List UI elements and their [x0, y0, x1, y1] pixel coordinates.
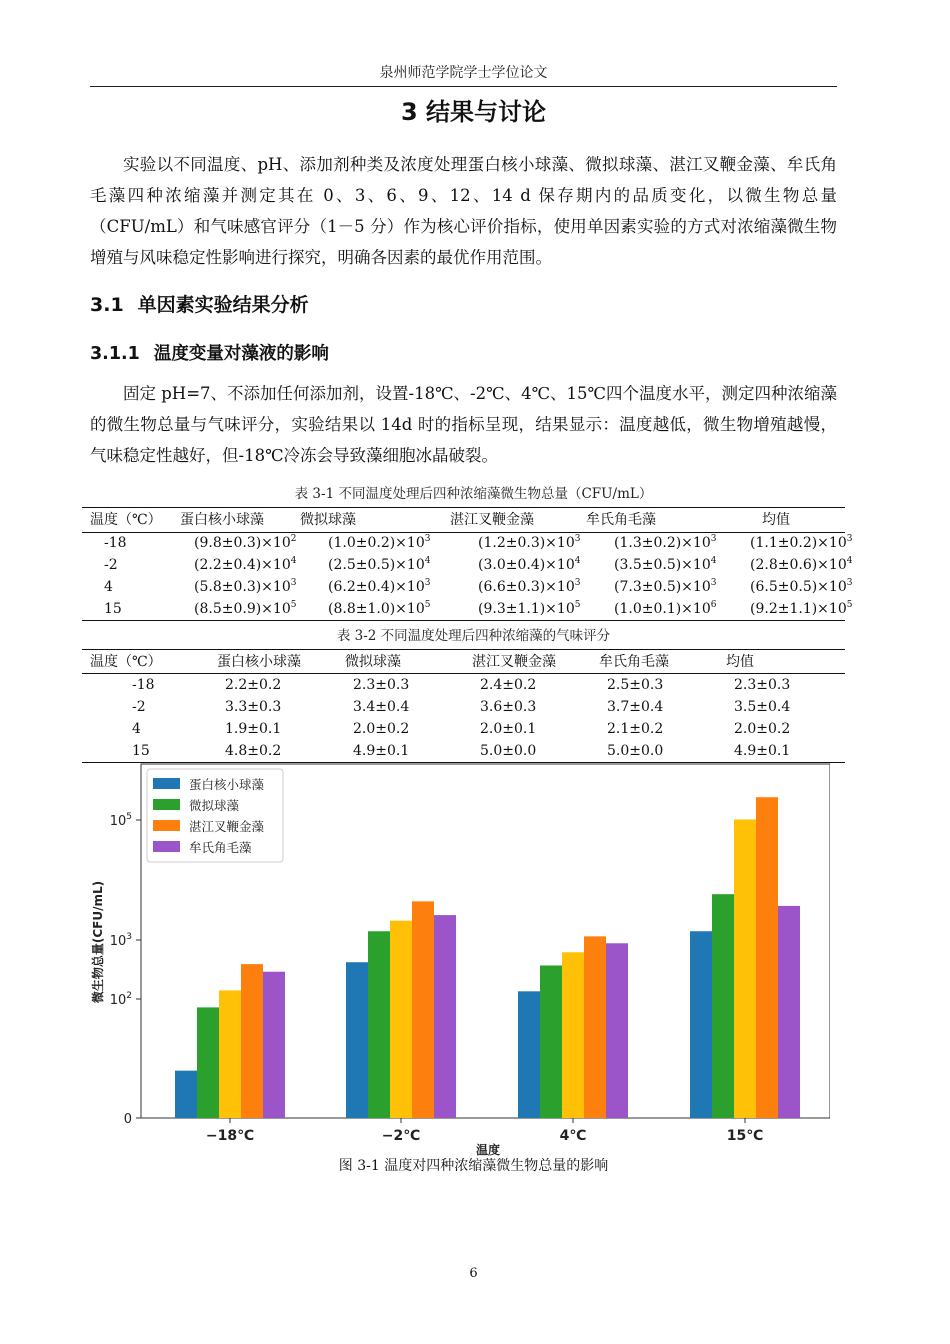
- cell-exponent: 3: [424, 578, 431, 588]
- running-header: 泉州师范学院学士学位论文: [379, 65, 548, 81]
- cell-value: (1.2±0.3)×10: [478, 535, 575, 551]
- cell-exponent: 5: [574, 600, 581, 610]
- x-tick-label: 15℃: [726, 1128, 764, 1144]
- bar: [412, 901, 434, 1118]
- table-header-cell: 牟氏角毛藻: [599, 654, 669, 670]
- subsection-number: 3.1.1: [90, 344, 140, 364]
- legend-label: 微拟球藻: [189, 798, 240, 813]
- cell-value: (6.5±0.5)×10: [750, 579, 847, 595]
- table-header-row: [82, 651, 845, 673]
- bar-chart: [88, 762, 830, 1156]
- table-cell: 4.9±0.1: [734, 743, 791, 759]
- table-row: [82, 718, 853, 740]
- bar: [584, 936, 606, 1118]
- cell-exponent: 3: [574, 578, 581, 588]
- table-cell: [328, 576, 478, 598]
- subsection-heading: [90, 340, 329, 365]
- cell-value: (1.0±0.1)×10: [614, 601, 711, 617]
- bar: [712, 894, 734, 1118]
- bar: [390, 921, 412, 1118]
- legend-label: 牟氏角毛藻: [189, 840, 252, 855]
- table-cell: 2.3±0.3: [734, 677, 791, 693]
- cell-value: (8.8±1.0)×10: [328, 601, 425, 617]
- legend-label: 湛江叉鞭金藻: [189, 819, 265, 834]
- table-cell: [194, 554, 328, 576]
- table-cell: [750, 576, 881, 598]
- bar: [734, 819, 756, 1118]
- cell-value: (9.2±1.1)×10: [750, 601, 847, 617]
- cell-exponent: 4: [424, 556, 431, 566]
- odor-score-table: [82, 651, 845, 673]
- table-cell: 2.0±0.2: [734, 721, 791, 737]
- bar: [368, 931, 390, 1118]
- table-cell: [614, 598, 750, 620]
- table-header-cell: 均值: [762, 512, 790, 528]
- legend-swatch: [153, 841, 180, 852]
- table-cell: [194, 532, 328, 554]
- table-cell: 2.2±0.2: [225, 677, 282, 693]
- figure-caption: 图 3-1 温度对四种浓缩藻微生物总量的影响: [338, 1158, 609, 1174]
- table-cell-temperature: 4: [104, 579, 113, 595]
- y-tick-label: [110, 812, 132, 829]
- section-heading: [90, 290, 309, 317]
- y-tick-label: [124, 1112, 132, 1127]
- table-row: [82, 532, 881, 554]
- cell-exponent: 3: [424, 534, 431, 544]
- table-row: [82, 696, 853, 718]
- cell-exponent: 4: [574, 556, 581, 566]
- table-cell-temperature: 4: [132, 721, 141, 737]
- table-cell: 2.0±0.2: [353, 721, 410, 737]
- temperature-paragraph: 固定 pH=7、不添加任何添加剂，设置-18℃、-2℃、4℃、15℃四个温度水平，测定四种浓缩藻的微生物总量与气味评分，实验结果以 14d 时的指标呈现，结果显示：温度越低，微生物增殖越慢，气味稳定性越好，但-18℃冷冻会导致藻细胞冰晶破裂。: [90, 384, 837, 465]
- bar: [175, 1071, 197, 1118]
- cell-value: (1.3±0.2)×10: [614, 535, 711, 551]
- table-header-cell: 蛋白核小球藻: [217, 654, 301, 670]
- bar: [434, 915, 456, 1118]
- legend-swatch: [153, 820, 180, 831]
- bar: [562, 952, 584, 1118]
- cell-exponent: 6: [710, 600, 717, 610]
- cell-exponent: 5: [424, 600, 431, 610]
- page-number: 6: [469, 1266, 478, 1281]
- cell-value: (6.2±0.4)×10: [328, 579, 425, 595]
- cell-exponent: 3: [846, 578, 853, 588]
- table-header-cell: 蛋白核小球藻: [180, 512, 264, 528]
- odor-score-table-body: [82, 674, 853, 762]
- cell-value: (6.6±0.3)×10: [478, 579, 575, 595]
- cell-value: (3.0±0.4)×10: [478, 557, 575, 573]
- bar: [346, 962, 368, 1118]
- cell-exponent: 5: [290, 600, 297, 610]
- table-cell: [478, 554, 614, 576]
- table-header-cell: 湛江叉鞭金藻: [472, 654, 556, 670]
- table-cell: 2.0±0.1: [480, 721, 537, 737]
- table1-caption: 表 3-1 不同温度处理后四种浓缩藻微生物总量（CFU/mL）: [294, 486, 653, 502]
- table-cell: 5.0±0.0: [480, 743, 537, 759]
- table-cell: [750, 554, 881, 576]
- table-cell: [478, 598, 614, 620]
- cell-exponent: 3: [846, 534, 853, 544]
- table-header-cell: 牟氏角毛藻: [586, 512, 656, 528]
- y-axis-label: 微生物总量(CFU/mL): [91, 880, 105, 1004]
- y-tick-exponent: 2: [126, 991, 132, 1001]
- table-cell: 3.7±0.4: [607, 699, 664, 715]
- cell-value: (9.8±0.3)×10: [194, 535, 291, 551]
- table-cell: [478, 576, 614, 598]
- table-cell: 1.9±0.1: [225, 721, 282, 737]
- table-cell: [614, 576, 750, 598]
- cell-value: (9.3±1.1)×10: [478, 601, 575, 617]
- cell-value: (3.5±0.5)×10: [614, 557, 711, 573]
- bar: [263, 972, 285, 1118]
- legend-swatch: [153, 799, 180, 810]
- cell-exponent: 5: [846, 600, 853, 610]
- table-cell: [328, 554, 478, 576]
- cell-exponent: 2: [290, 534, 297, 544]
- table-cell: 2.1±0.2: [607, 721, 664, 737]
- table-cell: 4.8±0.2: [225, 743, 282, 759]
- chapter-title: 3 结果与讨论: [400, 98, 547, 126]
- y-tick-label: [110, 932, 132, 949]
- legend: [147, 769, 283, 862]
- table-header-cell: 温度（℃）: [90, 512, 162, 528]
- legend-swatch: [153, 778, 180, 789]
- y-tick-exponent: 3: [126, 932, 132, 942]
- x-tick-label: −2℃: [381, 1128, 421, 1144]
- cell-value: (5.8±0.3)×10: [194, 579, 291, 595]
- bar: [197, 1007, 219, 1118]
- table-header-cell: 微拟球藻: [300, 512, 356, 528]
- cell-value: (1.0±0.2)×10: [328, 535, 425, 551]
- table-row: [82, 598, 881, 620]
- cell-value: (2.2±0.4)×10: [194, 557, 291, 573]
- table-header-cell: 微拟球藻: [345, 654, 401, 670]
- table-header-row: [82, 509, 893, 531]
- cell-exponent: 3: [574, 534, 581, 544]
- y-tick-base: 0: [123, 1112, 132, 1127]
- y-tick-label: [110, 991, 132, 1008]
- table-cell-temperature: 15: [132, 743, 150, 759]
- table-cell: 3.3±0.3: [225, 699, 282, 715]
- table2-caption: 表 3-2 不同温度处理后四种浓缩藻的气味评分: [336, 628, 611, 644]
- bar: [690, 931, 712, 1118]
- y-tick-base: 10: [109, 934, 127, 949]
- table-header-cell: 湛江叉鞭金藻: [450, 512, 534, 528]
- cell-exponent: 4: [290, 556, 297, 566]
- table-cell: [194, 598, 328, 620]
- section-number: 3.1: [90, 294, 124, 316]
- cell-exponent: 3: [710, 578, 717, 588]
- table-header-cell: 温度（℃）: [90, 654, 162, 670]
- table-cell: [328, 598, 478, 620]
- table-row: [82, 740, 853, 762]
- table-cell: [478, 532, 614, 554]
- cell-exponent: 3: [710, 534, 717, 544]
- table-cell: [750, 598, 881, 620]
- bar: [241, 964, 263, 1118]
- cell-exponent: 4: [846, 556, 853, 566]
- x-tick-label: 4℃: [559, 1128, 587, 1144]
- table-header-cell: 均值: [726, 654, 754, 670]
- table-cell: [750, 532, 881, 554]
- table-cell: [614, 554, 750, 576]
- bar: [606, 943, 628, 1118]
- cell-exponent: 4: [710, 556, 717, 566]
- table-cell: 2.5±0.3: [607, 677, 664, 693]
- table-cell-temperature: -2: [132, 699, 146, 715]
- table1-bottom-rule: [82, 620, 845, 621]
- table-cell: 5.0±0.0: [607, 743, 664, 759]
- intro-paragraph: 实验以不同温度、pH、添加剂种类及浓度处理蛋白核小球藻、微拟球藻、湛江叉鞭金藻、牟氏角毛藻四种浓缩藻并测定其在 0、3、6、9、12、14 d 保存期内的品质变化，以微生物总量（CFU/mL）和气味感官评分（1－5 分）作为核心评价指标，使用单因素实验的方式对浓缩藻微生物增殖与风味稳定性影响进行探究，明确各因素的最优作用范围。: [90, 155, 837, 267]
- figure-chart: [88, 762, 830, 1156]
- table-row: [82, 554, 881, 576]
- y-tick-base: 10: [109, 993, 127, 1008]
- microbe-count-table-body: [82, 532, 881, 620]
- bar: [540, 965, 562, 1118]
- table-cell: 4.9±0.1: [353, 743, 410, 759]
- table2-top-rule: [82, 649, 845, 650]
- header-divider: [90, 86, 837, 87]
- x-tick-label: −18℃: [205, 1128, 255, 1144]
- cell-value: (7.3±0.5)×10: [614, 579, 711, 595]
- cell-value: (2.8±0.6)×10: [750, 557, 847, 573]
- bar: [219, 990, 241, 1118]
- table-cell-temperature: 15: [104, 601, 122, 617]
- cell-value: (2.5±0.5)×10: [328, 557, 425, 573]
- y-tick-exponent: 5: [126, 812, 132, 822]
- table-cell-temperature: -2: [104, 557, 118, 573]
- table-cell: 3.6±0.3: [480, 699, 537, 715]
- legend-label: 蛋白核小球藻: [189, 777, 265, 792]
- bar: [778, 906, 800, 1118]
- table-cell-temperature: -18: [132, 677, 155, 693]
- table-cell: 2.3±0.3: [353, 677, 410, 693]
- bar: [756, 797, 778, 1118]
- table-row: [82, 576, 881, 598]
- table-cell: [614, 532, 750, 554]
- section-title: 单因素实验结果分析: [137, 294, 309, 316]
- table1-top-rule: [82, 507, 845, 508]
- bar: [518, 991, 540, 1118]
- x-axis-label: 温度: [475, 1143, 501, 1156]
- table-cell: 2.4±0.2: [480, 677, 537, 693]
- table-cell-temperature: -18: [104, 535, 127, 551]
- y-tick-base: 10: [109, 814, 127, 829]
- table-row: [82, 674, 853, 696]
- table-cell: 3.5±0.4: [734, 699, 791, 715]
- subsection-title: 温度变量对藻液的影响: [153, 344, 329, 364]
- cell-value: (8.5±0.9)×10: [194, 601, 291, 617]
- cell-exponent: 3: [290, 578, 297, 588]
- table-cell: [194, 576, 328, 598]
- microbe-count-table: [82, 509, 893, 531]
- table-cell: [328, 532, 478, 554]
- table-cell: 3.4±0.4: [353, 699, 410, 715]
- cell-value: (1.1±0.2)×10: [750, 535, 847, 551]
